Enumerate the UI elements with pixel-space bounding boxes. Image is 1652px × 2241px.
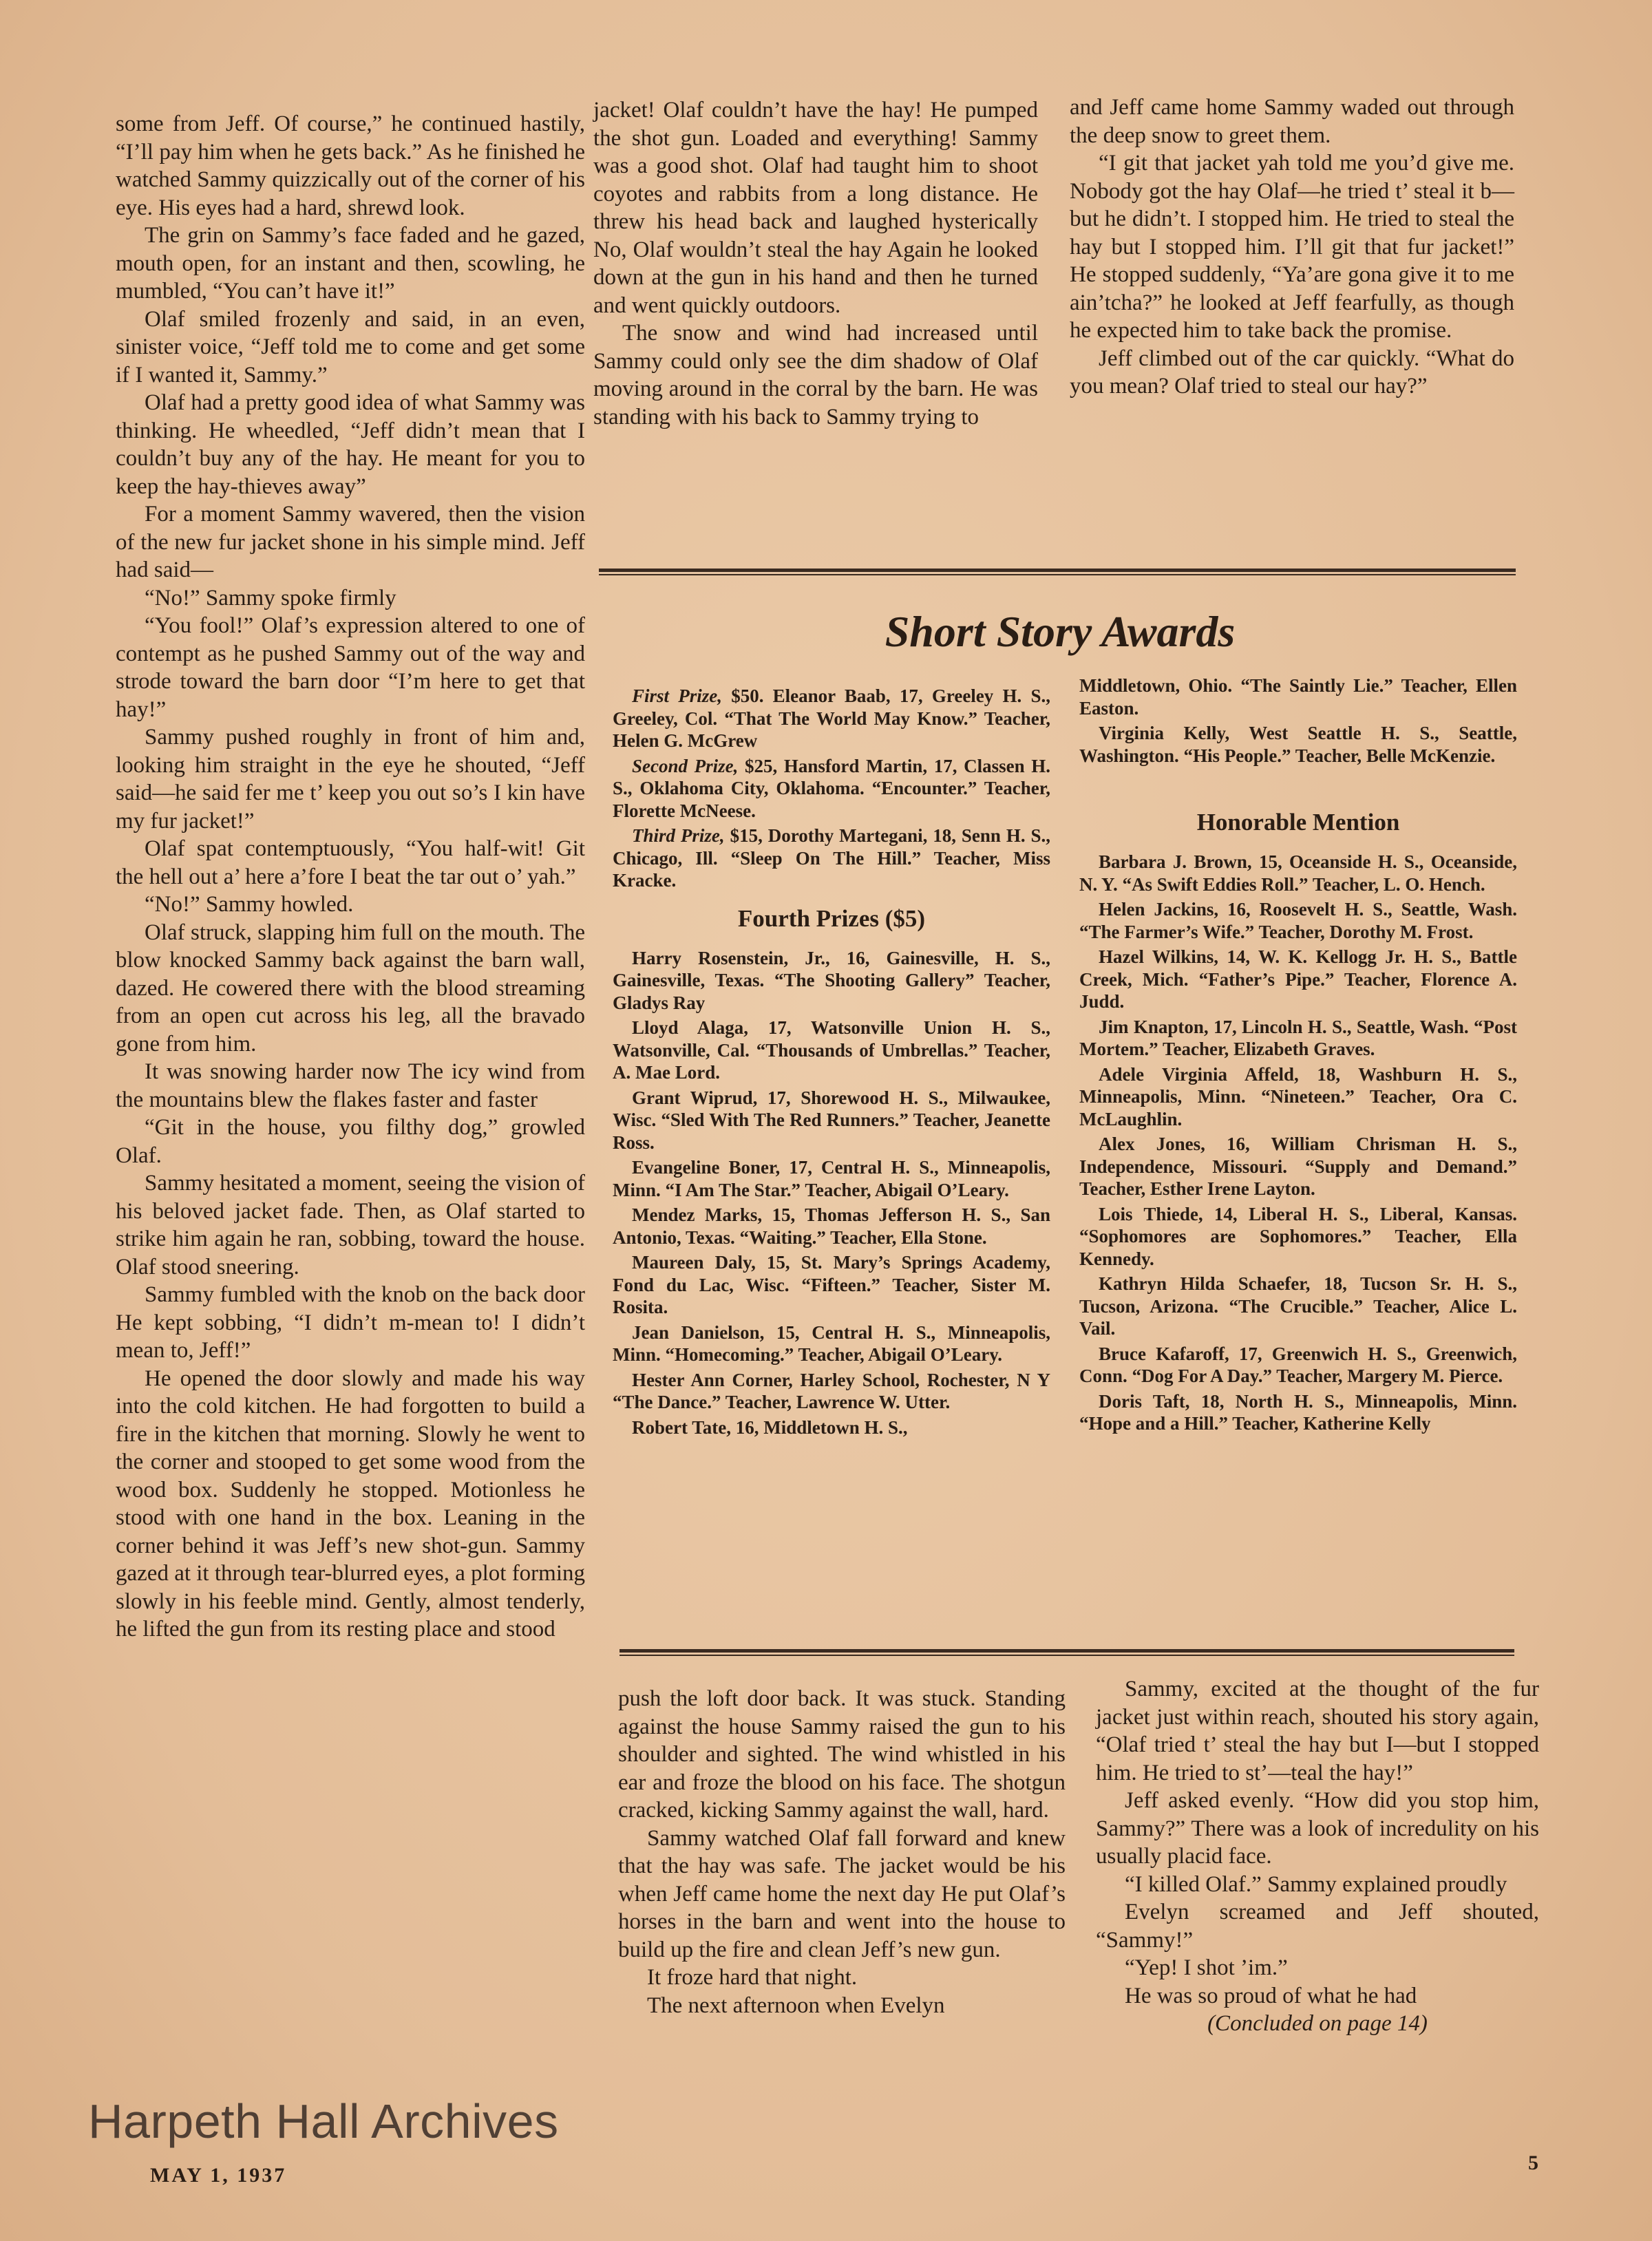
award-entry: Bruce Kafaroff, 17, Greenwich H. S., Greenwich, Conn. “Dog For A Day.” Teacher, Margery M. Pierce. [1079,1343,1517,1386]
award-entry: Doris Taft, 18, North H. S., Minneapolis, Minn. “Hope and a Hill.” Teacher, Katherine Kelly [1079,1390,1517,1434]
story-column-2-top [593,96,1038,431]
story-paragraph: Sammy, excited at the thought of the fur jacket just within reach, shouted his story again, “Olaf tried t’ steal the hay but I—but I stopped him. He tried to st’—teal the hay!” [1096,1677,1539,1785]
award-entry: Kathryn Hilda Schaefer, 18, Tucson Sr. H. S., Tucson, Arizona. “The Crucible.” Teacher, Alice L. Vail. [1079,1273,1517,1339]
award-entry: Alex Jones, 16, William Chrisman H. S., Independence, Missouri. “Supply and Demand.” Teacher, Esther Irene Layton. [1079,1134,1517,1199]
page-number: 5 [1528,2152,1538,2174]
third-prize-entry: Third Prize, $15, Dorothy Martegani, 18, Senn H. S., Chicago, Ill. “Sleep On The Hill.” Teacher, Miss Kracke. [613,825,1051,891]
story-paragraph: The snow and wind had increased until Sammy could only see the dim shadow of Olaf moving around in the corral by the barn. He was standing with his back to Sammy trying to [593,321,1038,429]
second-prize-label: Second Prize, [632,755,739,776]
story-paragraph: and Jeff came home Sammy waded out through the deep snow to greet them. [1070,95,1514,148]
awards-top-rule [599,569,1516,575]
story-column-3-top [1070,94,1514,401]
awards-column-right [1079,675,1517,1438]
award-entry: Helen Jackins, 16, Roosevelt H. S., Seattle, Wash. “The Farmer’s Wife.” Teacher, Dorothy M. Frost. [1079,899,1517,942]
first-prize-label: First Prize, [632,686,722,706]
story-paragraph: “No!” Sammy howled. [145,892,354,917]
award-entry: Mendez Marks, 15, Thomas Jefferson H. S., San Antonio, Texas. “Waiting.” Teacher, Ella Stone. [613,1204,1050,1248]
story-paragraph: “Git in the house, you filthy dog,” growled Olaf. [116,1115,585,1168]
fourth-prizes-heading: Fourth Prizes ($5) [737,904,926,932]
archive-watermark: Harpeth Hall Archives [88,2094,559,2148]
honorable-mention-heading: Honorable Mention [1196,809,1400,836]
story-paragraph: Evelyn screamed and Jeff shouted, “Sammy!” [1096,1900,1539,1953]
story-paragraph: The grin on Sammy’s face faded and he gazed, mouth open, for an instant and then, scowling, he mumbled, “You can’t have it!” [116,223,585,304]
award-entry: Barbara J. Brown, 15, Oceanside H. S., Oceanside, N. Y. “As Swift Eddies Roll.” Teacher, L. O. Hench. [1079,851,1517,895]
story-paragraph: Jeff asked evenly. “How did you stop him, Sammy?” There was a look of incredulity on his usually placid face. [1096,1788,1539,1869]
story-paragraph: Sammy watched Olaf fall forward and knew that the hay was safe. The jacket would be his when Jeff came home the next day He put Olaf’s horses in the barn and went into the house to build up the fire and clean Jeff’s new gun. [618,1825,1066,1962]
third-prize-label: Third Prize, [632,825,725,846]
award-entry: Lois Thiede, 14, Liberal H. S., Liberal, Kansas. “Sophomores are Sophomores.” Teacher, Ella Kennedy. [1079,1203,1517,1269]
story-paragraph: Sammy fumbled with the knob on the back door He kept sobbing, “I didn’t m-mean to! I didn’t mean to, Jeff!” [116,1282,585,1363]
story-paragraph: jacket! Olaf couldn’t have the hay! He pumped the shot gun. Loaded and everything! Sammy was a good shot. Olaf had taught him to shoot coyotes and rabbits from a long distance. He threw his head back and laughed hysterically No, Olaf wouldn’t steal the hay Again he looked down at the gun in his hand and then he turned and went quickly outdoors. [593,98,1038,318]
story-paragraph: “Yep! I shot ’im.” [1125,1955,1288,1980]
story-paragraph: Jeff climbed out of the car quickly. “What do you mean? Olaf tried to steal our hay?” [1070,346,1514,399]
continued-note: (Concluded on page 14) [1207,2011,1428,2036]
story-paragraph: For a moment Sammy wavered, then the vision of the new fur jacket shone in his simple mind. Jeff had said— [116,502,585,582]
story-paragraph: “I killed Olaf.” Sammy explained proudly [1125,1871,1507,1897]
award-entry: Adele Virginia Affeld, 18, Washburn H. S., Minneapolis, Minn. “Nineteen.” Teacher, Ora C. McLaughlin. [1079,1063,1517,1129]
story-paragraph: Olaf had a pretty good idea of what Sammy was thinking. He wheedled, “Jeff didn’t mean that I couldn’t buy any of the hay. He meant for you to keep the hay-thieves away” [116,390,585,499]
first-prize-entry: First Prize, $50. Eleanor Baab, 17, Greeley H. S., Greeley, Col. “That The World May Know.” Teacher, Helen G. McGrew [613,686,1050,751]
story-paragraph: He was so proud of what he had [1125,1983,1417,2008]
story-paragraph: “No!” Sammy spoke firmly [145,585,396,610]
award-entry: Hester Ann Corner, Harley School, Rochester, N Y “The Dance.” Teacher, Lawrence W. Utter. [613,1369,1050,1412]
story-paragraph: some from Jeff. Of course,” he continued hastily, “I’ll pay him when he gets back.” As he finished he watched Sammy quizzically out of the corner of his eye. His eyes had a hard, shrewd look. [116,111,585,220]
story-paragraph: Sammy hesitated a moment, seeing the vision of his beloved jacket fade. Then, as Olaf started to strike him again he ran, sobbing, toward the house. Olaf stood sneering. [116,1171,585,1279]
award-entry: Harry Rosenstein, Jr., 16, Gainesville, H. S., Gainesville, Texas. “The Shooting Gallery” Teacher, Gladys Ray [613,947,1050,1013]
story-column-3-bottom [1096,1675,1539,2038]
award-entry: Robert Tate, 16, Middletown H. S., [632,1416,908,1438]
story-paragraph: Olaf spat contemptuously, “You half-wit! Git the hell out a’ here a’fore I beat the tar out o’ yah.” [116,836,585,889]
award-entry: Evangeline Boner, 17, Central H. S., Minneapolis, Minn. “I Am The Star.” Teacher, Abigail O’Leary. [613,1157,1050,1200]
issue-date: MAY 1, 1937 [150,2164,287,2187]
award-entry: Middletown, Ohio. “The Saintly Lie.” Teacher, Ellen Easton. [1079,675,1517,719]
second-prize-entry: Second Prize, $25, Hansford Martin, 17, Classen H. S., Oklahoma City, Oklahoma. “Encounter.” Teacher, Florette McNeese. [613,755,1050,821]
award-entry: Virginia Kelly, West Seattle H. S., Seattle, Washington. “His People.” Teacher, Belle McKenzie. [1079,723,1517,766]
story-paragraph: Olaf struck, slapping him full on the mouth. The blow knocked Sammy back against the barn wall, dazed. He cowered there with the blood streaming from an open cut across his leg, all the bravado gone from him. [116,920,585,1056]
award-entry: Jean Danielson, 15, Central H. S., Minneapolis, Minn. “Homecoming.” Teacher, Abigail O’Leary. [613,1321,1050,1365]
story-paragraph: Olaf smiled frozenly and said, in an even, sinister voice, “Jeff told me to come and get some if I wanted it, Sammy.” [116,306,585,387]
award-entry: Maureen Daly, 15, St. Mary’s Springs Academy, Fond du Lac, Wisc. “Fifteen.” Teacher, Sister M. Rosita. [613,1252,1050,1317]
awards-column-left [613,685,1050,1441]
story-paragraph: “You fool!” Olaf’s expression altered to one of contempt as he pushed Sammy out of the way and strode toward the barn door “I’m here to get that hay!” [116,613,585,722]
award-entry: Lloyd Alaga, 17, Watsonville Union H. S., Watsonville, Cal. “Thousands of Umbrellas.” Teacher, A. Mae Lord. [613,1017,1050,1083]
awards-title: Short Story Awards [885,607,1236,656]
story-paragraph: He opened the door slowly and made his way into the cold kitchen. He had forgotten to build a fire in the kitchen that morning. Slowly he went to the corner and stooped to get some wood from the wood box. Suddenly he stopped. Motionless he stood with one hand in the box. Leaning in the corner behind it was Jeff’s new shot-gun. Sammy gazed at it through tear-blurred eyes, a plot forming slowly in his feeble mind. Gently, almost tenderly, he lifted the gun from its resting place and stood [116,1366,586,1642]
story-paragraph: It froze hard that night. [647,1965,858,1990]
story-paragraph: Sammy pushed roughly in front of him and, looking him straight in the eye he shouted, “Jeff said—he said fer me t’ keep you out so’s I kin have my fur jacket!” [116,725,585,833]
awards-bottom-rule [620,1649,1514,1656]
story-paragraph: push the loft door back. It was stuck. Standing against the house Sammy raised the gun to his shoulder and sighted. The wind whistled in his ear and froze the blood on his face. The shotgun cracked, kicking Sammy against the wall, hard. [618,1686,1066,1823]
story-column-1 [116,110,585,1644]
award-entry: Hazel Wilkins, 14, W. K. Kellogg Jr. H. S., Battle Creek, Mich. “Father’s Pipe.” Teacher, Florence A. Judd. [1079,946,1517,1012]
award-entry: Grant Wiprud, 17, Shorewood H. S., Milwaukee, Wisc. “Sled With The Red Runners.” Teacher, Jeanette Ross. [613,1087,1050,1153]
story-paragraph: “I git that jacket yah told me you’d give me. Nobody got the hay Olaf—he tried t’ steal it b—but he didn’t. I stopped him. He tried to steal the hay but I stopped him. I’ll git that fur jacket!” He stopped suddenly, “Ya’are gona give it to me ain’tcha?” he looked at Jeff fearfully, as though he expected him to take back the promise. [1070,151,1514,343]
story-paragraph: The next afternoon when Evelyn [647,1993,945,2018]
story-column-2-bottom [618,1685,1066,2019]
story-paragraph: It was snowing harder now The icy wind from the mountains blew the flakes faster and faster [116,1059,585,1112]
award-entry: Jim Knapton, 17, Lincoln H. S., Seattle, Wash. “Post Mortem.” Teacher, Elizabeth Graves. [1079,1016,1517,1059]
